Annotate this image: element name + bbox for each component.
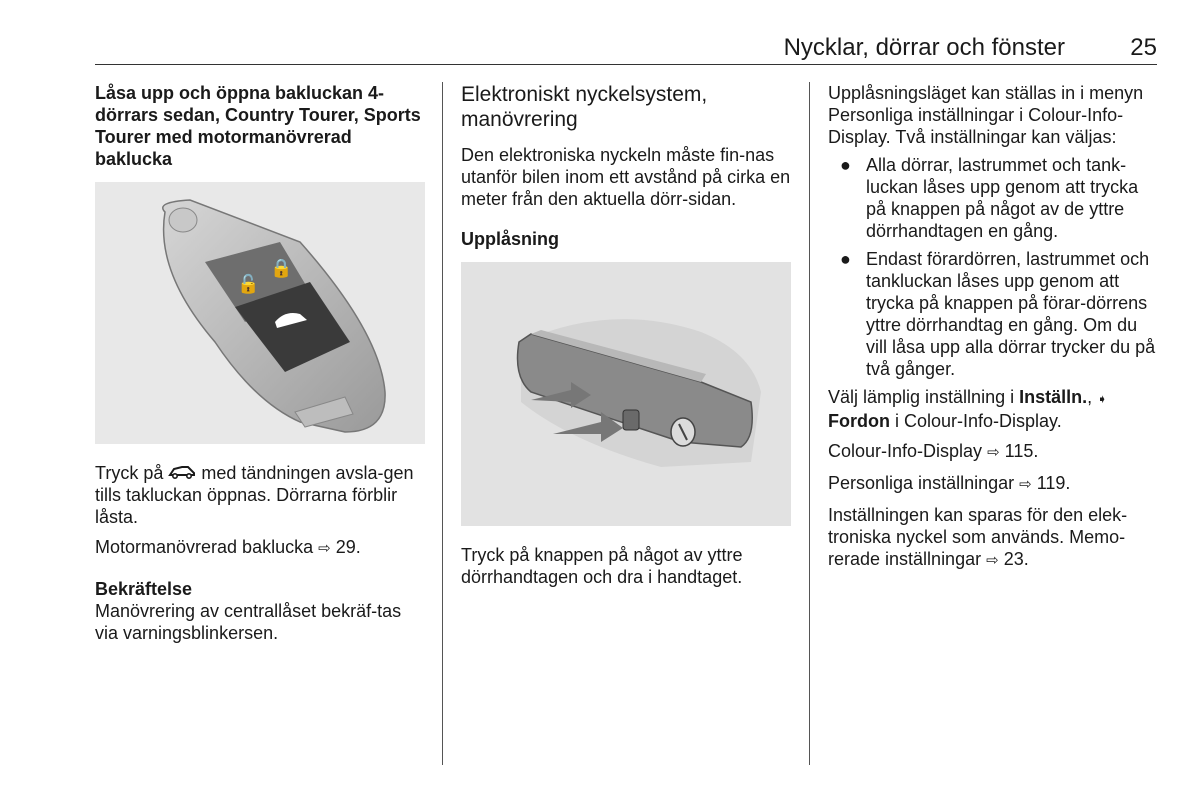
page-number: 25	[1130, 34, 1157, 61]
subheading-confirmation: Bekräftelse	[95, 579, 193, 599]
section-heading: Elektroniskt nyckelsystem, manövrering	[461, 83, 708, 131]
section-heading: Låsa upp och öppna bakluckan 4-dörrars sedan, Country Tourer, Sports Tourer med motormanövrerad baklucka	[95, 83, 421, 169]
colour-info-display-reference: Colour-Info-Display ⇨ 115.	[828, 441, 1039, 461]
column-2	[461, 82, 791, 588]
unlock-mode-intro: Upplåsningsläget kan ställas in i menyn Personliga inställningar i Colour-Info-Display. Två inställningar kan väljas:	[828, 83, 1144, 147]
page-header	[95, 32, 1157, 65]
door-handle-drawing	[461, 262, 791, 526]
key-fob-illustration	[95, 182, 425, 444]
svg-text:🔒: 🔒	[270, 258, 293, 279]
subheading-unlocking: Upplåsning	[461, 229, 559, 249]
page-reference-arrow-icon: ⇨	[1019, 476, 1032, 493]
page-reference-arrow-icon: ⇨	[318, 540, 331, 557]
menu-path-text: Välj lämplig inställning i Inställn., ➧ Fordon i Colour-Info-Display.	[828, 387, 1108, 431]
column-1	[95, 82, 425, 644]
key-fob-drawing	[95, 182, 425, 444]
list-item: ● Endast förardörren, lastrummet och tankluckan låses upp genom att trycka på knappen på förar-dörrens yttre dörrhandtag en gång. Om du vill låsa upp alla dörrar trycker du på två gånger.	[840, 249, 1156, 379]
bullet-icon: ●	[840, 249, 851, 269]
menu-arrow-icon: ➧	[1097, 392, 1108, 406]
personal-settings-reference: Personliga inställningar ⇨ 119.	[828, 473, 1071, 493]
unlock-options-list	[828, 154, 1158, 380]
power-tailgate-reference: Motormanövrerad baklucka ⇨ 29.	[95, 537, 361, 557]
svg-text:🔓: 🔓	[237, 274, 260, 295]
column-3	[828, 82, 1158, 572]
intro-text: Den elektroniska nyckeln måste fin-nas utanför bilen inom ett avstånd på cirka en meter från den aktuella dörr-sidan.	[461, 145, 791, 209]
car-trunk-icon	[168, 463, 196, 483]
door-handle-illustration	[461, 262, 791, 526]
confirmation-text: Manövrering av centrallåset bekräf-tas via varningsblinkersen.	[95, 601, 402, 643]
page-reference-arrow-icon: ⇨	[987, 444, 1000, 461]
page-reference-arrow-icon: ⇨	[986, 552, 999, 569]
unlock-instruction: Tryck på knappen på något av yttre dörrhandtagen och dra i handtaget.	[461, 545, 743, 587]
trunk-instruction: Tryck på med tändningen avsla-gen tills takluckan öppnas. Dörrarna förblir låsta.	[95, 463, 414, 527]
memorized-settings-text: Inställningen kan sparas för den elek-troniska nyckel som används. Memo-rerade inställningar ⇨ 23.	[828, 505, 1128, 569]
chapter-title: Nycklar, dörrar och fönster	[783, 34, 1065, 61]
bullet-icon: ●	[840, 155, 851, 175]
list-item: ● Alla dörrar, lastrummet och tank-luckan låses upp genom att trycka på knappen på något av de yttre dörrhandtagen en gång.	[840, 155, 1139, 241]
column-divider	[442, 82, 443, 765]
column-divider	[809, 82, 810, 765]
